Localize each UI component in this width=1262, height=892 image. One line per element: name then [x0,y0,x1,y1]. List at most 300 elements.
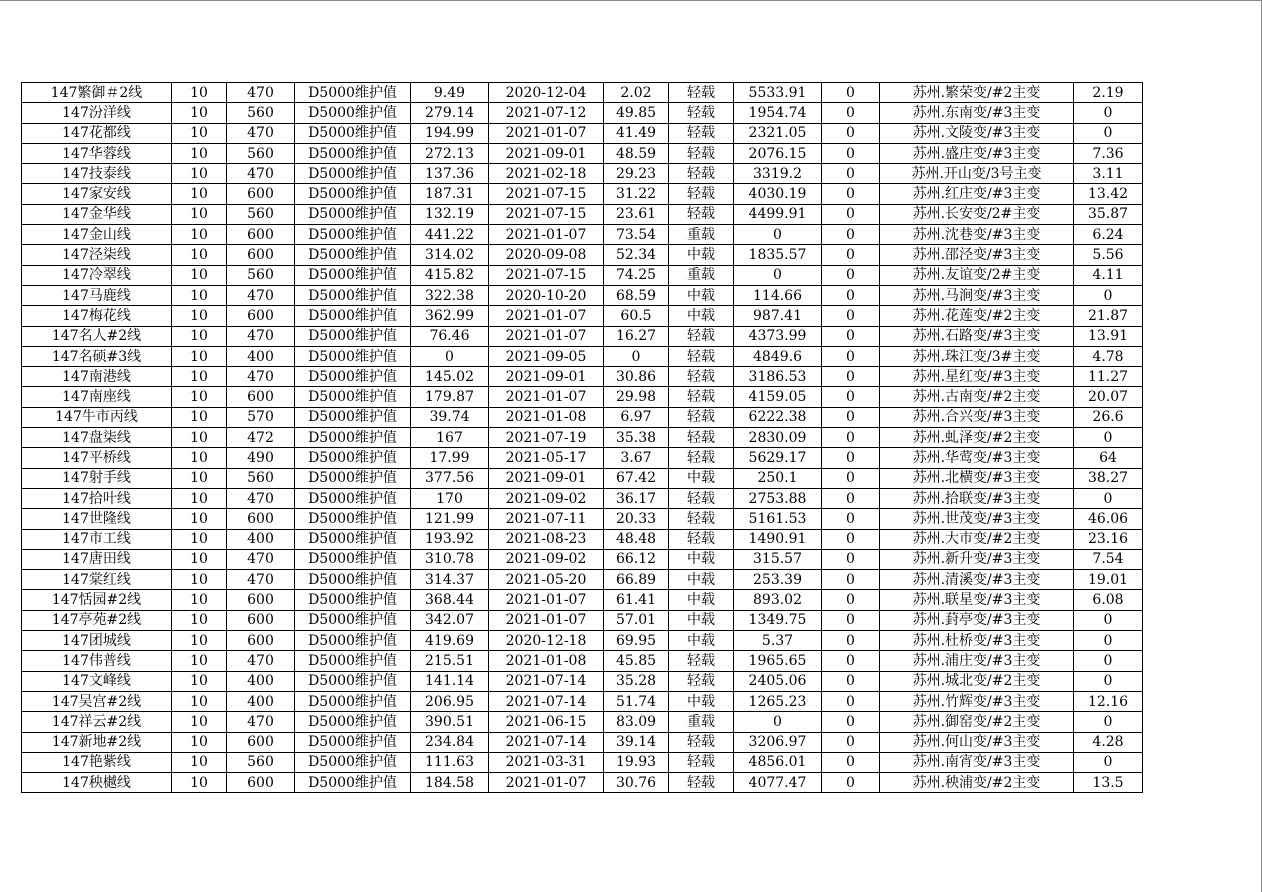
line-name-cell: 147南港线 [22,367,172,387]
rating-cell: 470 [227,651,295,671]
extra-cell: 13.91 [1074,326,1143,346]
margin-cell: 4030.19 [734,184,822,204]
date-cell: 2021-09-02 [489,549,604,569]
extra-cell: 26.6 [1074,407,1143,427]
flag-cell: 0 [822,488,880,508]
current-cell: 368.44 [411,590,489,610]
voltage-cell: 10 [172,326,227,346]
source-cell: D5000维护值 [295,123,411,143]
date-cell: 2021-07-14 [489,671,604,691]
rating-cell: 470 [227,488,295,508]
flag-cell: 0 [822,225,880,245]
line-name-cell: 147恬园#2线 [22,590,172,610]
voltage-cell: 10 [172,488,227,508]
current-cell: 179.87 [411,387,489,407]
transformer-cell: 苏州.珠江变/3#主变 [880,346,1074,366]
transformer-cell: 苏州.星红变/#3主变 [880,367,1074,387]
current-cell: 206.95 [411,691,489,711]
current-cell: 193.92 [411,529,489,549]
date-cell: 2021-01-08 [489,651,604,671]
load-rate-cell: 74.25 [604,265,669,285]
current-cell: 322.38 [411,285,489,305]
current-cell: 342.07 [411,610,489,630]
load-status-cell: 轻载 [669,773,734,793]
line-name-cell: 147金山线 [22,225,172,245]
margin-cell: 114.66 [734,285,822,305]
voltage-cell: 10 [172,691,227,711]
transformer-cell: 苏州.城北变/#2主变 [880,671,1074,691]
table-row [22,123,1143,143]
load-status-cell: 中载 [669,631,734,651]
line-name-cell: 147唐田线 [22,549,172,569]
rating-cell: 600 [227,306,295,326]
table-row [22,184,1143,204]
margin-cell: 2830.09 [734,428,822,448]
rating-cell: 600 [227,773,295,793]
load-rate-cell: 68.59 [604,285,669,305]
date-cell: 2021-07-15 [489,204,604,224]
voltage-cell: 10 [172,123,227,143]
rating-cell: 600 [227,590,295,610]
flag-cell: 0 [822,590,880,610]
load-status-cell: 轻载 [669,143,734,163]
source-cell: D5000维护值 [295,671,411,691]
date-cell: 2021-01-07 [489,123,604,143]
rating-cell: 470 [227,549,295,569]
voltage-cell: 10 [172,285,227,305]
load-rate-cell: 48.59 [604,143,669,163]
load-rate-cell: 57.01 [604,610,669,630]
current-cell: 17.99 [411,448,489,468]
transformer-cell: 苏州.华莺变/#3主变 [880,448,1074,468]
rating-cell: 470 [227,570,295,590]
transformer-cell: 苏州.虬泽变/#2主变 [880,428,1074,448]
load-status-cell: 轻载 [669,367,734,387]
source-cell: D5000维护值 [295,529,411,549]
voltage-cell: 10 [172,245,227,265]
table-row [22,164,1143,184]
flag-cell: 0 [822,164,880,184]
date-cell: 2021-09-01 [489,143,604,163]
transformer-cell: 苏州.浦庄变/#3主变 [880,651,1074,671]
table-row [22,367,1143,387]
extra-cell: 11.27 [1074,367,1143,387]
voltage-cell: 10 [172,549,227,569]
margin-cell: 1835.57 [734,245,822,265]
source-cell: D5000维护值 [295,407,411,427]
load-rate-cell: 6.97 [604,407,669,427]
date-cell: 2021-07-19 [489,428,604,448]
load-rate-cell: 30.76 [604,773,669,793]
current-cell: 137.36 [411,164,489,184]
extra-cell: 23.16 [1074,529,1143,549]
load-rate-cell: 35.28 [604,671,669,691]
line-name-cell: 147冷翠线 [22,265,172,285]
rating-cell: 600 [227,631,295,651]
transformer-cell: 苏州.北横变/#3主变 [880,468,1074,488]
flag-cell: 0 [822,103,880,123]
extra-cell: 7.54 [1074,549,1143,569]
rating-cell: 600 [227,184,295,204]
flag-cell: 0 [822,367,880,387]
line-name-cell: 147棠红线 [22,570,172,590]
source-cell: D5000维护值 [295,184,411,204]
margin-cell: 1490.91 [734,529,822,549]
source-cell: D5000维护值 [295,103,411,123]
transformer-cell: 苏州.杜桥变/#3主变 [880,631,1074,651]
extra-cell: 0 [1074,651,1143,671]
transformer-cell: 苏州.开山变/3号主变 [880,164,1074,184]
flag-cell: 0 [822,651,880,671]
date-cell: 2021-01-07 [489,590,604,610]
extra-cell: 5.56 [1074,245,1143,265]
load-status-cell: 中载 [669,468,734,488]
load-rate-cell: 30.86 [604,367,669,387]
extra-cell: 4.28 [1074,732,1143,752]
load-rate-cell: 3.67 [604,448,669,468]
date-cell: 2021-09-01 [489,367,604,387]
source-cell: D5000维护值 [295,448,411,468]
feeder-load-table [21,82,1143,793]
load-rate-cell: 35.38 [604,428,669,448]
date-cell: 2021-01-07 [489,773,604,793]
line-name-cell: 147牛市丙线 [22,407,172,427]
table-row [22,671,1143,691]
extra-cell: 19.01 [1074,570,1143,590]
load-status-cell: 中载 [669,245,734,265]
current-cell: 0 [411,346,489,366]
rating-cell: 470 [227,712,295,732]
rating-cell: 600 [227,245,295,265]
voltage-cell: 10 [172,732,227,752]
margin-cell: 5.37 [734,631,822,651]
source-cell: D5000维护值 [295,651,411,671]
voltage-cell: 10 [172,509,227,529]
rating-cell: 560 [227,204,295,224]
flag-cell: 0 [822,570,880,590]
flag-cell: 0 [822,306,880,326]
margin-cell: 1265.23 [734,691,822,711]
rating-cell: 400 [227,691,295,711]
date-cell: 2021-07-14 [489,732,604,752]
date-cell: 2021-09-01 [489,468,604,488]
load-status-cell: 中载 [669,570,734,590]
load-rate-cell: 2.02 [604,83,669,103]
voltage-cell: 10 [172,590,227,610]
margin-cell: 4856.01 [734,752,822,772]
flag-cell: 0 [822,428,880,448]
load-rate-cell: 29.98 [604,387,669,407]
line-name-cell: 147射手线 [22,468,172,488]
margin-cell: 4499.91 [734,204,822,224]
source-cell: D5000维护值 [295,265,411,285]
margin-cell: 2405.06 [734,671,822,691]
voltage-cell: 10 [172,651,227,671]
load-rate-cell: 20.33 [604,509,669,529]
line-name-cell: 147团城线 [22,631,172,651]
line-name-cell: 147艳紫线 [22,752,172,772]
current-cell: 141.14 [411,671,489,691]
table-row [22,265,1143,285]
current-cell: 377.56 [411,468,489,488]
load-status-cell: 重载 [669,265,734,285]
transformer-cell: 苏州.石路变/#3主变 [880,326,1074,346]
table-row [22,245,1143,265]
transformer-cell: 苏州.红庄变/#3主变 [880,184,1074,204]
flag-cell: 0 [822,245,880,265]
load-rate-cell: 23.61 [604,204,669,224]
line-name-cell: 147泾柒线 [22,245,172,265]
rating-cell: 600 [227,225,295,245]
line-name-cell: 147汾洋线 [22,103,172,123]
transformer-cell: 苏州.繁荣变/#2主变 [880,83,1074,103]
flag-cell: 0 [822,326,880,346]
load-status-cell: 轻载 [669,488,734,508]
load-rate-cell: 0 [604,346,669,366]
table-row [22,590,1143,610]
rating-cell: 560 [227,468,295,488]
date-cell: 2021-02-18 [489,164,604,184]
table-row [22,509,1143,529]
rating-cell: 490 [227,448,295,468]
table-row [22,204,1143,224]
source-cell: D5000维护值 [295,752,411,772]
load-status-cell: 中载 [669,306,734,326]
load-status-cell: 轻载 [669,428,734,448]
load-status-cell: 轻载 [669,407,734,427]
extra-cell: 0 [1074,752,1143,772]
date-cell: 2021-01-07 [489,610,604,630]
table-row [22,103,1143,123]
line-name-cell: 147平桥线 [22,448,172,468]
flag-cell: 0 [822,184,880,204]
transformer-cell: 苏州.大市变/#2主变 [880,529,1074,549]
margin-cell: 253.39 [734,570,822,590]
source-cell: D5000维护值 [295,367,411,387]
load-status-cell: 轻载 [669,671,734,691]
source-cell: D5000维护值 [295,468,411,488]
date-cell: 2021-09-02 [489,488,604,508]
flag-cell: 0 [822,407,880,427]
line-name-cell: 147祥云#2线 [22,712,172,732]
load-rate-cell: 66.12 [604,549,669,569]
line-name-cell: 147世隆线 [22,509,172,529]
extra-cell: 12.16 [1074,691,1143,711]
margin-cell: 2753.88 [734,488,822,508]
table-row [22,346,1143,366]
load-status-cell: 轻载 [669,204,734,224]
source-cell: D5000维护值 [295,346,411,366]
current-cell: 121.99 [411,509,489,529]
margin-cell: 1954.74 [734,103,822,123]
current-cell: 362.99 [411,306,489,326]
table-row [22,407,1143,427]
current-cell: 170 [411,488,489,508]
extra-cell: 20.07 [1074,387,1143,407]
flag-cell: 0 [822,285,880,305]
transformer-cell: 苏州.新升变/#3主变 [880,549,1074,569]
table-row [22,488,1143,508]
date-cell: 2021-07-12 [489,103,604,123]
source-cell: D5000维护值 [295,691,411,711]
extra-cell: 21.87 [1074,306,1143,326]
margin-cell: 0 [734,265,822,285]
table-row [22,448,1143,468]
source-cell: D5000维护值 [295,488,411,508]
extra-cell: 0 [1074,285,1143,305]
date-cell: 2021-06-15 [489,712,604,732]
flag-cell: 0 [822,265,880,285]
line-name-cell: 147花都线 [22,123,172,143]
transformer-cell: 苏州.马涧变/#3主变 [880,285,1074,305]
transformer-cell: 苏州.文陵变/#3主变 [880,123,1074,143]
voltage-cell: 10 [172,387,227,407]
extra-cell: 38.27 [1074,468,1143,488]
transformer-cell: 苏州.何山变/#3主变 [880,732,1074,752]
rating-cell: 472 [227,428,295,448]
transformer-cell: 苏州.沈巷变/#3主变 [880,225,1074,245]
margin-cell: 987.41 [734,306,822,326]
current-cell: 390.51 [411,712,489,732]
load-rate-cell: 41.49 [604,123,669,143]
load-rate-cell: 60.5 [604,306,669,326]
load-rate-cell: 16.27 [604,326,669,346]
margin-cell: 2321.05 [734,123,822,143]
load-rate-cell: 48.48 [604,529,669,549]
extra-cell: 0 [1074,103,1143,123]
source-cell: D5000维护值 [295,549,411,569]
voltage-cell: 10 [172,225,227,245]
line-name-cell: 147繁御＃2线 [22,83,172,103]
table-row [22,326,1143,346]
extra-cell: 7.36 [1074,143,1143,163]
extra-cell: 3.11 [1074,164,1143,184]
source-cell: D5000维护值 [295,509,411,529]
transformer-cell: 苏州.合兴变/#3主变 [880,407,1074,427]
source-cell: D5000维护值 [295,773,411,793]
load-rate-cell: 36.17 [604,488,669,508]
load-status-cell: 轻载 [669,752,734,772]
transformer-cell: 苏州.秧浦变/#2主变 [880,773,1074,793]
table-row [22,428,1143,448]
voltage-cell: 10 [172,712,227,732]
flag-cell: 0 [822,448,880,468]
extra-cell: 0 [1074,631,1143,651]
date-cell: 2021-01-07 [489,326,604,346]
load-rate-cell: 66.89 [604,570,669,590]
load-rate-cell: 49.85 [604,103,669,123]
current-cell: 310.78 [411,549,489,569]
date-cell: 2020-09-08 [489,245,604,265]
current-cell: 215.51 [411,651,489,671]
page-border-top [0,0,1262,1]
source-cell: D5000维护值 [295,732,411,752]
line-name-cell: 147文峰线 [22,671,172,691]
date-cell: 2020-12-18 [489,631,604,651]
date-cell: 2021-01-07 [489,225,604,245]
load-rate-cell: 31.22 [604,184,669,204]
source-cell: D5000维护值 [295,83,411,103]
table-row [22,712,1143,732]
source-cell: D5000维护值 [295,428,411,448]
load-status-cell: 轻载 [669,164,734,184]
source-cell: D5000维护值 [295,712,411,732]
table-row [22,732,1143,752]
source-cell: D5000维护值 [295,285,411,305]
line-name-cell: 147伟普线 [22,651,172,671]
voltage-cell: 10 [172,671,227,691]
extra-cell: 13.5 [1074,773,1143,793]
rating-cell: 600 [227,610,295,630]
current-cell: 314.02 [411,245,489,265]
current-cell: 145.02 [411,367,489,387]
margin-cell: 1965.65 [734,651,822,671]
load-rate-cell: 83.09 [604,712,669,732]
voltage-cell: 10 [172,610,227,630]
transformer-cell: 苏州.世茂变/#3主变 [880,509,1074,529]
margin-cell: 4159.05 [734,387,822,407]
load-rate-cell: 69.95 [604,631,669,651]
voltage-cell: 10 [172,346,227,366]
date-cell: 2020-12-04 [489,83,604,103]
margin-cell: 4077.47 [734,773,822,793]
source-cell: D5000维护值 [295,570,411,590]
load-status-cell: 轻载 [669,184,734,204]
voltage-cell: 10 [172,143,227,163]
line-name-cell: 147家安线 [22,184,172,204]
current-cell: 187.31 [411,184,489,204]
load-status-cell: 重载 [669,225,734,245]
flag-cell: 0 [822,143,880,163]
voltage-cell: 10 [172,631,227,651]
current-cell: 132.19 [411,204,489,224]
table-row [22,225,1143,245]
date-cell: 2021-07-15 [489,184,604,204]
load-status-cell: 轻载 [669,103,734,123]
margin-cell: 6222.38 [734,407,822,427]
extra-cell: 46.06 [1074,509,1143,529]
source-cell: D5000维护值 [295,143,411,163]
extra-cell: 0 [1074,712,1143,732]
load-status-cell: 轻载 [669,123,734,143]
current-cell: 234.84 [411,732,489,752]
flag-cell: 0 [822,83,880,103]
voltage-cell: 10 [172,773,227,793]
current-cell: 441.22 [411,225,489,245]
extra-cell: 13.42 [1074,184,1143,204]
extra-cell: 0 [1074,428,1143,448]
margin-cell: 250.1 [734,468,822,488]
flag-cell: 0 [822,671,880,691]
margin-cell: 5629.17 [734,448,822,468]
rating-cell: 470 [227,285,295,305]
load-status-cell: 轻载 [669,651,734,671]
table-row [22,529,1143,549]
source-cell: D5000维护值 [295,164,411,184]
current-cell: 194.99 [411,123,489,143]
rating-cell: 400 [227,346,295,366]
margin-cell: 3319.2 [734,164,822,184]
extra-cell: 0 [1074,488,1143,508]
voltage-cell: 10 [172,468,227,488]
flag-cell: 0 [822,712,880,732]
load-status-cell: 中载 [669,549,734,569]
date-cell: 2021-01-08 [489,407,604,427]
line-name-cell: 147华蓉线 [22,143,172,163]
extra-cell: 2.19 [1074,83,1143,103]
rating-cell: 600 [227,387,295,407]
voltage-cell: 10 [172,164,227,184]
